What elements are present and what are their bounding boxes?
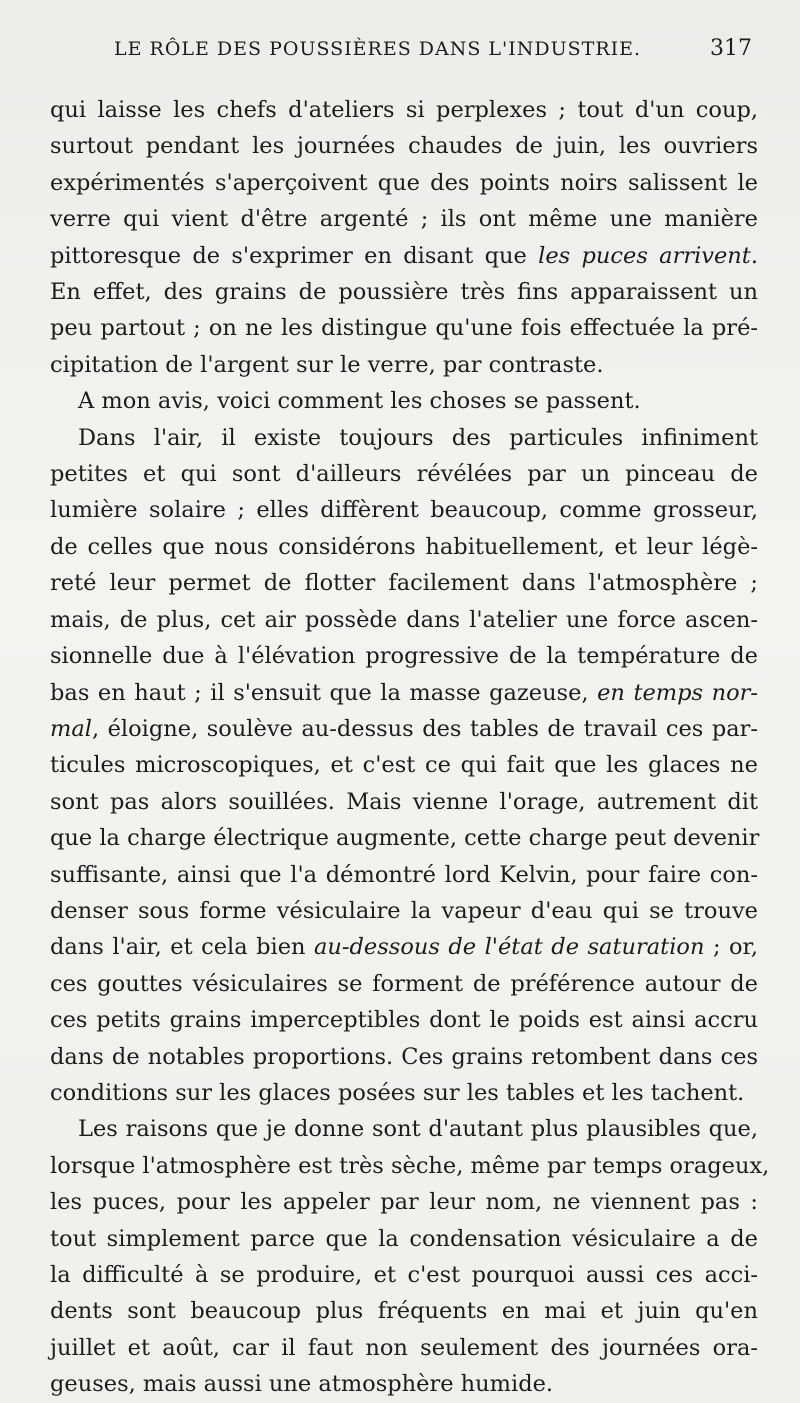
body-text: [50, 92, 770, 1403]
text-line: ces gouttes vésiculaires se forment de préférence autour de: [50, 970, 758, 997]
text-line: verre qui vient d'être argenté ; ils ont même une manière: [50, 206, 758, 233]
text-line: [50, 929, 758, 965]
text-run: dans l'air, et cela bien: [50, 934, 315, 961]
text-line: expérimentés s'aperçoivent que des points noirs salissent le: [50, 169, 758, 196]
text-line: suffisante, ainsi que l'a démontré lord Kelvin, pour faire con-: [50, 861, 758, 888]
text-line: la difficulté à se produire, et c'est pourquoi aussi ces acci-: [50, 1262, 758, 1288]
text-line: mais, de plus, cet air possède dans l'atelier une force ascen-: [50, 606, 758, 633]
text-line: peu partout ; on ne les distingue qu'une fois effectuée la pré-: [50, 315, 758, 342]
text-line: juillet et août, car il faut non seulement des journées ora-: [50, 1334, 758, 1361]
italic-phrase: mal: [50, 715, 92, 742]
text-line: reté leur permet de flotter facilement dans l'atmosphère ;: [50, 570, 758, 597]
text-line: lorsque l'atmosphère est très sèche, même par temps orageux,: [50, 1152, 770, 1179]
text-run: .: [750, 242, 758, 269]
text-line: qui laisse les chefs d'ateliers si perplexes ; tout d'un coup,: [50, 97, 758, 123]
text-line: que la charge électrique augmente, cette charge peut devenir: [50, 825, 760, 852]
text-run: bas en haut ; il s'ensuit que la masse gazeuse,: [50, 679, 598, 706]
text-line: dents sont beaucoup plus fréquents en mai et juin qu'en: [50, 1298, 758, 1325]
text-line: denser sous forme vésiculaire la vapeur d'eau qui se trouve: [50, 897, 758, 924]
italic-phrase: les puces arrivent: [538, 242, 751, 269]
page-number: 317: [710, 36, 752, 61]
text-line: de celles que nous considérons habituellement, et leur légè-: [50, 533, 758, 560]
paragraph-end-line: conditions sur les glaces posées sur les tables et les tachent.: [50, 1079, 745, 1106]
text-line: [50, 675, 758, 711]
text-run: pittoresque de s'exprimer en disant que: [50, 242, 539, 269]
text-line: sont pas alors souillées. Mais vienne l'orage, autrement dit: [50, 788, 758, 815]
text-line: En effet, des grains de poussière très fins apparaissent un: [50, 279, 758, 306]
text-run: , éloigne, soulève au-dessus des tables de travail ces par-: [91, 715, 758, 742]
text-line: les puces, pour les appeler par leur nom, ne viennent pas :: [50, 1189, 758, 1216]
italic-phrase: au-dessous de l'état de saturation: [314, 934, 705, 961]
text-line: tout simplement parce que la condensation vésiculaire a de: [50, 1225, 758, 1252]
text-line: petites et qui sont d'ailleurs révélées par un pinceau de: [50, 461, 758, 488]
paragraph-end-line: geuses, mais aussi une atmosphère humide.: [50, 1371, 554, 1398]
text-line: dans de notables proportions. Ces grains retombent dans ces: [50, 1043, 758, 1070]
running-head-title: LE RÔLE DES POUSSIÈRES DANS L'INDUSTRIE.: [114, 38, 642, 60]
paragraph-first-line: Dans l'air, il existe toujours des particules infiniment: [78, 424, 758, 451]
text-line: [50, 238, 758, 274]
text-line: sionnelle due à l'élévation progressive de la température de: [50, 643, 758, 670]
text-line: lumière solaire ; elles diffèrent beaucoup, comme grosseur,: [50, 497, 758, 524]
italic-phrase: en temps nor-: [597, 679, 758, 706]
text-run: ; or,: [704, 934, 758, 961]
text-line: surtout pendant les journées chaudes de juin, les ouvriers: [50, 133, 758, 160]
running-head: [50, 36, 758, 86]
text-line: ces petits grains imperceptibles dont le poids est ainsi accru: [50, 1007, 758, 1034]
text-line: ticules microscopiques, et c'est ce qui fait que les glaces ne: [50, 752, 758, 779]
paragraph-line: A mon avis, voici comment les choses se passent.: [78, 388, 641, 415]
paragraph-end-line: cipitation de l'argent sur le verre, par contraste.: [50, 351, 604, 378]
text-line: [50, 711, 758, 747]
paragraph-first-line: Les raisons que je donne sont d'autant plus plausibles que,: [78, 1116, 758, 1143]
